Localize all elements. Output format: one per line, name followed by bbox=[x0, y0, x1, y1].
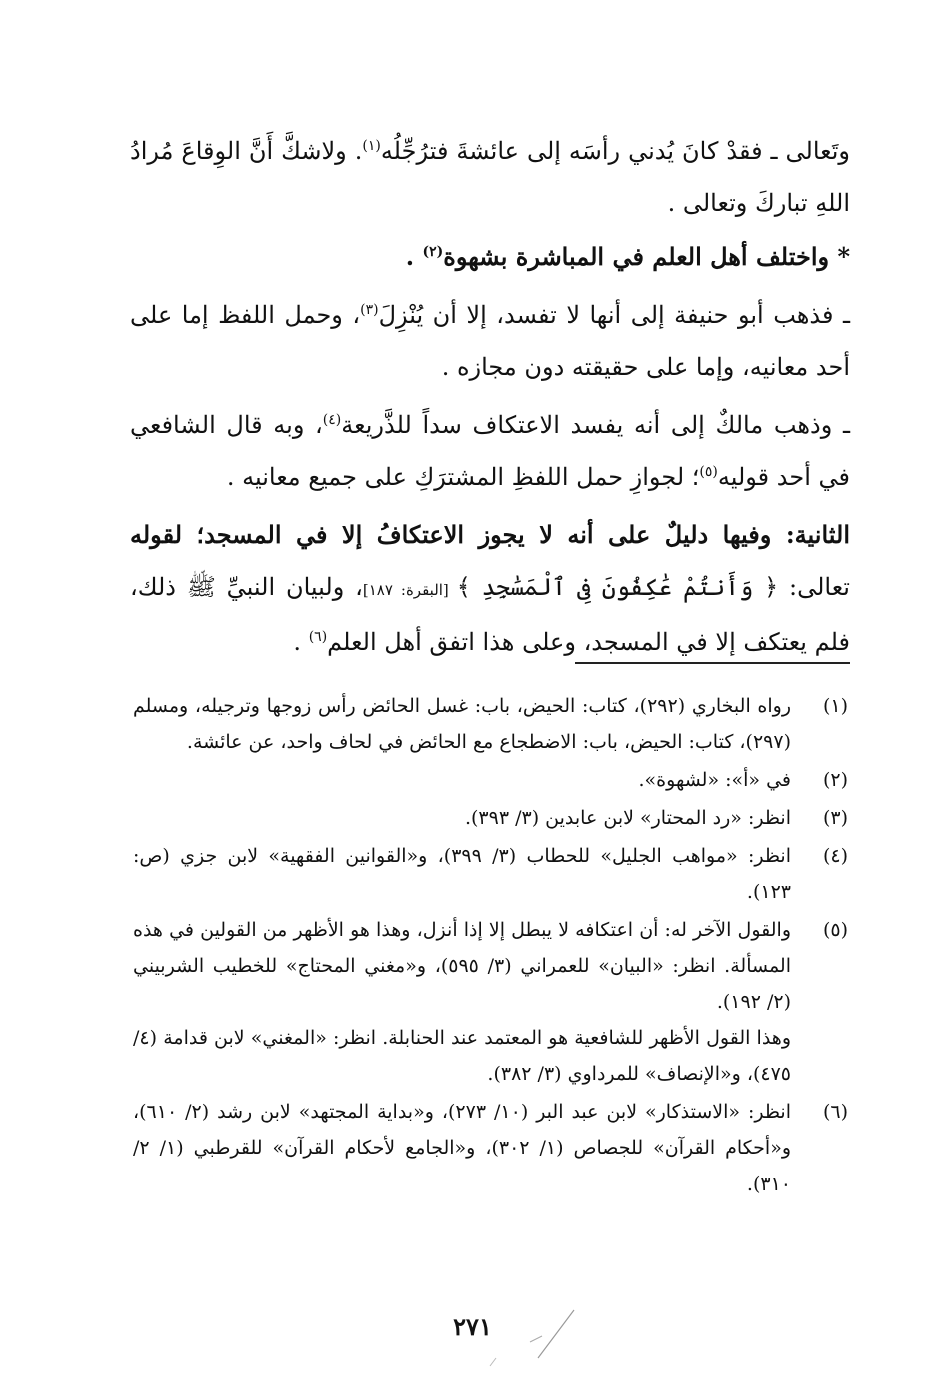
main-text bbox=[130, 125, 850, 668]
page-number: ٢٧١ bbox=[453, 1312, 492, 1341]
paragraph-2 bbox=[130, 289, 850, 393]
verse-reference: [البقرة: ١٨٧] bbox=[362, 581, 457, 599]
footnote-text-continued: وهذا القول الأظهر للشافعية هو المعتمد عند الحنابلة. انظر: «المغني» لابن قدامة (٤/ ٤٧٥)، و«الإنصاف» للمرداوي (٣/ ٣٨٢). bbox=[133, 1027, 791, 1085]
paragraph-4-text: ، ولبيان النبيِّ ﷺ ذلك، فلم يعتكف إلا في المسجد، وعلى هذا اتفق أهل العلم bbox=[130, 573, 850, 656]
paragraph-3-rest: ؛ لجوازِ حمل اللفظِ المشترَكِ على جميع معانيه . bbox=[226, 463, 700, 491]
quran-verse: ﴿ وَأَنتُمْ عَٰكِفُونَ فِى ٱلْمَسَٰجِدِ ﴾ bbox=[456, 573, 779, 601]
footnote-text: انظر: «رد المحتار» لابن عابدين (٣/ ٣٩٣). bbox=[464, 807, 791, 829]
footnote-ref-5[interactable]: (٥) bbox=[699, 464, 718, 480]
paragraph-4-lead: تعالى: bbox=[778, 573, 850, 601]
paragraph-3 bbox=[130, 399, 850, 503]
footnote-4 bbox=[133, 838, 848, 910]
section-heading-text: * واختلف أهل العلم في المباشرة بشهوة bbox=[443, 242, 850, 271]
footnote-number: (٦) bbox=[822, 1101, 848, 1123]
footnote-text: والقول الآخر له: أن اعتكافه لا يبطل إلا إذا أنزل، وهذا هو الأظهر من القولين في هذه المسألة. انظر: «البيان» للعمراني (٣/ ٥٩٥)، و«مغني المحتاج» للخطيب الشربيني (٢/ ١٩٢). bbox=[133, 919, 791, 1013]
footnote-ref-2[interactable]: (٢) bbox=[422, 244, 444, 260]
footnote-3 bbox=[133, 800, 848, 836]
footnote-number: (٥) bbox=[822, 919, 848, 941]
footnote-6 bbox=[133, 1094, 848, 1202]
footnote-ref-3[interactable]: (٣) bbox=[360, 302, 379, 318]
footnote-number: (١) bbox=[822, 695, 848, 717]
footnote-number: (٣) bbox=[822, 807, 848, 829]
footnote-1 bbox=[133, 688, 848, 760]
scan-mark bbox=[470, 1300, 580, 1370]
section-heading bbox=[130, 231, 850, 283]
footnote-5 bbox=[133, 912, 848, 1092]
paragraph-1 bbox=[130, 125, 850, 229]
paragraph-4-bold: الثانية: وفيها دليلٌ على أنه لا يجوز الاعتكافُ إلا في المسجد؛ لقوله bbox=[130, 520, 850, 549]
footnote-ref-4[interactable]: (٤) bbox=[322, 412, 342, 428]
footnotes bbox=[133, 688, 848, 1204]
scan-stroke-1 bbox=[538, 1310, 574, 1358]
footnote-ref-6[interactable]: (٦) bbox=[308, 629, 328, 645]
footnote-number: (٤) bbox=[822, 845, 848, 867]
paragraph-4 bbox=[130, 509, 850, 668]
paragraph-2-rest: ، وحمل اللفظ إما على أحد معانيه، وإما على حقيقته دون مجازه . bbox=[130, 301, 850, 381]
footnote-text: انظر: «مواهب الجليل» للحطاب (٣/ ٣٩٩)، و«القوانين الفقهية» لابن جزي (ص: ١٢٣). bbox=[133, 845, 791, 903]
paragraph-4-end: . bbox=[293, 628, 309, 656]
paragraph-3-text: ـ وذهب مالكٌ إلى أنه يفسد الاعتكاف سداً للذَّريعة bbox=[341, 411, 850, 439]
section-heading-end: . bbox=[405, 242, 423, 271]
footnote-2 bbox=[133, 762, 848, 798]
paragraph-1-text: وتَعالى ـ فقدْ كانَ يُدني رأسَه إلى عائشةَ فترُجِّلُه bbox=[380, 137, 850, 165]
footnote-ref-1[interactable]: (١) bbox=[362, 138, 381, 154]
footnote-number: (٢) bbox=[822, 769, 848, 791]
footnote-text: رواه البخاري (٢٩٢)، كتاب: الحيض، باب: غسل الحائض رأس زوجها وترجيله، ومسلم (٢٩٧)، كتاب: الحيض، باب: الاضطجاع مع الحائض في لحاف واحد، عن عائشة. bbox=[133, 695, 792, 753]
footnote-text: في «أ»: «لشهوة». bbox=[638, 769, 791, 791]
paragraph-1-rest: . ولاشكَّ أَنَّ الوِقاعَ مُرادُ اللهِ تباركَ وتعالى . bbox=[130, 137, 850, 217]
scan-stroke-2 bbox=[530, 1336, 542, 1342]
footnote-text: انظر: «الاستذكار» لابن عبد البر (١٠/ ٢٧٣)، و«بداية المجتهد» لابن رشد (٢/ ٦١٠)، و«أحكام القرآن» للجصاص (١/ ٣٠٢)، و«الجامع لأحكام القرآن» للقرطبي (١/ ٢/ ٣١٠). bbox=[133, 1101, 791, 1195]
scan-stroke-3 bbox=[490, 1358, 496, 1366]
paragraph-3-middle: ، وبه قال الشافعي في أحد قوليه bbox=[130, 411, 850, 491]
footnote-separator bbox=[575, 662, 850, 664]
paragraph-2-text: ـ فذهب أبو حنيفة إلى أنها لا تفسد، إلا أن يُنْزِلَ bbox=[378, 301, 850, 329]
